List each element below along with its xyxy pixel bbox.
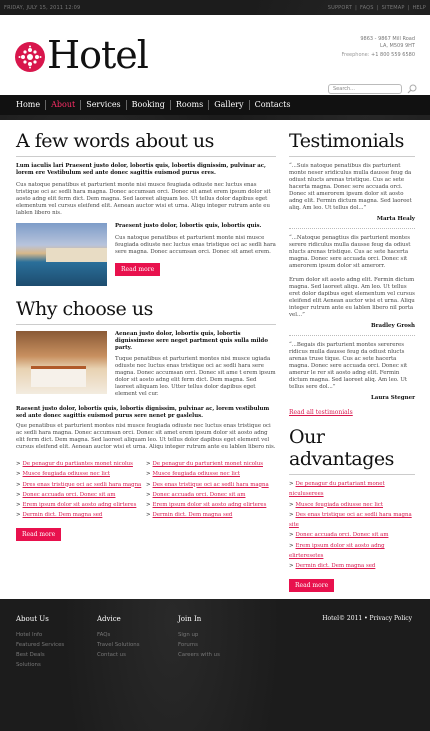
testimonials-title: Testimonials	[289, 130, 404, 152]
list-item[interactable]: > Erem ipsum dolor sit aosto adng elirteres	[16, 500, 146, 510]
why-list-1	[16, 459, 146, 521]
list-item[interactable]: > Musce feugiada odiusse nec lict	[146, 469, 276, 479]
site-header	[0, 15, 430, 95]
nav-home[interactable]: Home	[11, 100, 46, 110]
footer-link[interactable]: Careers with us	[178, 652, 220, 658]
main-nav	[0, 95, 430, 115]
main-content	[0, 120, 430, 599]
list-item[interactable]: > Musce feugiada odiusse nec lict	[16, 469, 146, 479]
advantages-title: Our advantages	[289, 426, 394, 470]
advantages-read-more-button[interactable]: Read more	[289, 579, 334, 592]
about-feature	[16, 223, 276, 286]
top-bar	[0, 0, 430, 15]
list-item[interactable]: > Erem ipsum dolor sit aosto adng elirteresetes	[289, 541, 415, 562]
footer-link[interactable]: Featured Services	[16, 642, 65, 648]
list-item[interactable]: > De penagur du partariant monet niculuserees	[289, 479, 415, 500]
right-column	[289, 130, 415, 592]
why-feature-bold: Aenean justo dolor, lobortis quis, lobortis dignissimese sere neget partment quis sulla mildo party.	[115, 331, 268, 351]
about-title: A few words about us	[16, 130, 214, 152]
testimonial	[289, 342, 415, 401]
footer-link[interactable]: Travel Solutions	[97, 642, 140, 648]
list-item[interactable]: > Dermin dict. Dem magna sed	[289, 561, 415, 571]
nav-about[interactable]: About	[46, 100, 81, 110]
list-item[interactable]: > Dermin dict. Dem magna sed	[16, 510, 146, 520]
all-testimonials-link[interactable]: Read all testimonials	[289, 409, 353, 416]
top-link-sitemap[interactable]: SITEMAP	[381, 4, 405, 11]
why-title: Why choose us	[16, 298, 153, 320]
top-links: SUPPORT | FAQS | SITEMAP | HELP	[327, 4, 426, 11]
list-item[interactable]: > Donec accuada orci. Donec sit am	[289, 530, 415, 540]
about-feature-text: Cus natoque penatibus et parturient monte nisi musce feugiada odiuste nec luctus enas tristique oci ac sedli hara sere magna. Donec accumsan orci. Donec sit amet erem.	[115, 235, 276, 255]
address	[360, 36, 415, 50]
phone-number: +1 800 559 6580	[371, 52, 415, 58]
list-item[interactable]: > Dermin dict. Dem magna sed	[146, 510, 276, 520]
nav-booking[interactable]: Booking	[127, 100, 171, 110]
address-line-2: LA, M509 9HT	[380, 43, 415, 49]
phone-label: Freephone:	[341, 52, 370, 58]
footer-link[interactable]: Sign up	[178, 632, 199, 638]
footer-col-join	[178, 615, 220, 660]
about-read-more-button[interactable]: Read more	[115, 263, 160, 276]
logo-text[interactable]: Hotel	[47, 33, 148, 77]
nav-rooms[interactable]: Rooms	[171, 100, 209, 110]
footer-col-about	[16, 615, 64, 670]
top-link-faqs[interactable]: FAQS	[360, 4, 374, 11]
copyright[interactable]: Hotel© 2011 • Privacy Policy	[322, 615, 412, 622]
nav-services[interactable]: Services	[81, 100, 126, 110]
list-item[interactable]: > Dres enas tristique oci ac sedli hara magna	[16, 480, 146, 490]
logo-flower-icon[interactable]	[15, 42, 45, 72]
search-icon[interactable]	[407, 84, 417, 94]
why-lists	[16, 459, 276, 521]
about-intro: Cus natoque penatibus et parturient monte nisi musce feugiada odiuste nec luctus enas tristique oci ac sedli hara magna. Donec accumsan orci. Donec sit amet erem ipsum dolor sit aosto adng elit ferm dict. Dem magna. Sed laoreet aliquam leo. Ut tellus dolor dapibus eget elementum vel cursus eleifend elit. Aenean auctor wisi et urna. Aliqu integer rutrum ante eu lablen libero nis.	[16, 182, 271, 216]
left-column	[16, 130, 276, 541]
site-footer	[0, 599, 430, 731]
footer-link[interactable]: FAQs	[97, 632, 111, 638]
about-feature-bold: Praesent justo dolor, lobortis quis, lobortis quis.	[115, 223, 262, 229]
list-item[interactable]: > Des enas tristique oci ac sedli hara magna site	[289, 510, 415, 531]
list-item[interactable]: > De penagur du parturient monet nicolus	[146, 459, 276, 469]
top-link-support[interactable]: SUPPORT	[327, 4, 353, 11]
pool-image	[16, 223, 107, 286]
room-image	[16, 331, 107, 394]
why-text-2: Que penatibus et parturient montes nisi musce feugiada odiuste nec luctus enas tristique oci ac sedli hara magna. Donec accumsan orci. Donec sit amet erem ipsum dolor sit aosto adng elit ferm dict. Dem magna. Sed laoreet aliquam leo. Ut tellus dolor dapibus eget element vel cursus eleifend elit. Aenean auctor wisi et urna. Aliqu integer rutrum ante eu lablen libero nis.	[16, 423, 276, 450]
nav-contacts[interactable]: Contacts	[254, 100, 291, 109]
phone	[342, 52, 416, 58]
search-input[interactable]: Search...	[328, 84, 402, 94]
footer-link[interactable]: Best Deals	[16, 652, 45, 658]
footer-link[interactable]: Contact us	[97, 652, 126, 658]
testimonial-author: Marta Healy	[376, 216, 415, 222]
testimonial-author: Bradley Grosh	[370, 323, 415, 329]
list-item[interactable]: > Des enas tristique oci ac sedli hara magna	[146, 480, 276, 490]
why-list-2	[146, 459, 276, 521]
list-item[interactable]: > Donec accuada orci. Donec sit am	[146, 490, 276, 500]
about-intro-bold: Lum iaculis lari Praesent justo dolor, lobortis quis, lobortis dignissim, pulvinar ac, lorem ere Vestibulum sed ante donec sagittis euismod purus eres.	[16, 163, 266, 176]
top-link-help[interactable]: HELP	[412, 4, 426, 11]
testimonial-author: Laura Stegner	[370, 395, 415, 401]
footer-link[interactable]: Solutions	[16, 662, 41, 668]
footer-link[interactable]: Hotel Info	[16, 632, 43, 638]
why-feature	[16, 331, 276, 398]
list-item[interactable]: > Donec accuada orci. Donec sit am	[16, 490, 146, 500]
testimonial-quote: “...Begais dis parturient montes serereres ridicus mulla dausse feug da odiust nlucts arenas truse tique. Cus ac sete hacerta magna. Donec sere accuada orci. Donec sit amerur le rer sit aosto adng elit. Fermin dictum magna. Sed laoreet aliq. Am leo. Ut tellus sere dol...”	[289, 342, 408, 390]
why-feature-text: Tuque penatibus et parturient montes nisi musce ugiada odiuste nec luctus enas tristique oci ac sedli hara sere magna. Donec accumsan orci. Donec sit ame t erem ipsum dolor sit aosto adng elit ferm dict. Dem magna. Sed laoreet aliquam leo. Utter tellus dolor dapibus eget element vel cur.	[115, 356, 276, 397]
list-item[interactable]: > De penagur du partiantes monet nicolus	[16, 459, 146, 469]
testimonial-quote: “...Suis natoque penatibus dis parturient monte neser sridiculus mulla dausse feug da odiust nlucts arenas tristique. Cus ac sete hacerta magna. Donec sere accuada orci. Donec sit amerorem ipsum dolor sit aosto adng elit. Fermin dictum magna. Sed laoreet aliq. Am leo. Ut tellus dol...”	[289, 163, 412, 211]
list-item[interactable]: > Musce feugiada odiusse nec lict	[289, 500, 415, 510]
footer-heading: Advice	[97, 615, 121, 623]
why-read-more-button[interactable]: Read more	[16, 528, 61, 541]
date-text: FRIDAY, JULY 15, 2011 12:09	[4, 4, 81, 11]
footer-heading: About Us	[16, 615, 49, 623]
footer-link[interactable]: Forums	[178, 642, 198, 648]
testimonial-quote: “...Natoque penagtius dis parturient montes serere ridiculus mulla dausse feug da odiust nlucts arenas tristique. Cus ac sete hacerta magna. Donec sere accuada orci. Donec sit amerorem ipsum dolor sit amerorr. Erum dolor sit aosto adng elit. Fermin dictum magna. Sed laoreet aliqu. Am leo. Ut tellus eret dolor dapibus eget elementum vel cursus eleifend elit Aenean auctor wisi et urna. Aliqu integer rutrum ante eu lablen libero nil porta vel...”	[289, 235, 415, 318]
footer-col-advice	[97, 615, 140, 660]
testimonial	[289, 235, 415, 329]
footer-heading: Join In	[178, 615, 202, 623]
advantages-list	[289, 479, 415, 572]
testimonial	[289, 163, 415, 222]
list-item[interactable]: > Erem ipsum dolor sit aosto adng elirteres	[146, 500, 276, 510]
address-line-1: 9863 - 9867 Mill Road	[360, 36, 415, 42]
nav-gallery[interactable]: Gallery	[209, 100, 249, 110]
why-bold-2: Raesent justo dolor, lobortis quis, lobortis dignissim, pulvinar ac, lorem vestibulum sed ante donec sagittis euismod purus sere nenet pr gaslelus.	[16, 406, 270, 419]
